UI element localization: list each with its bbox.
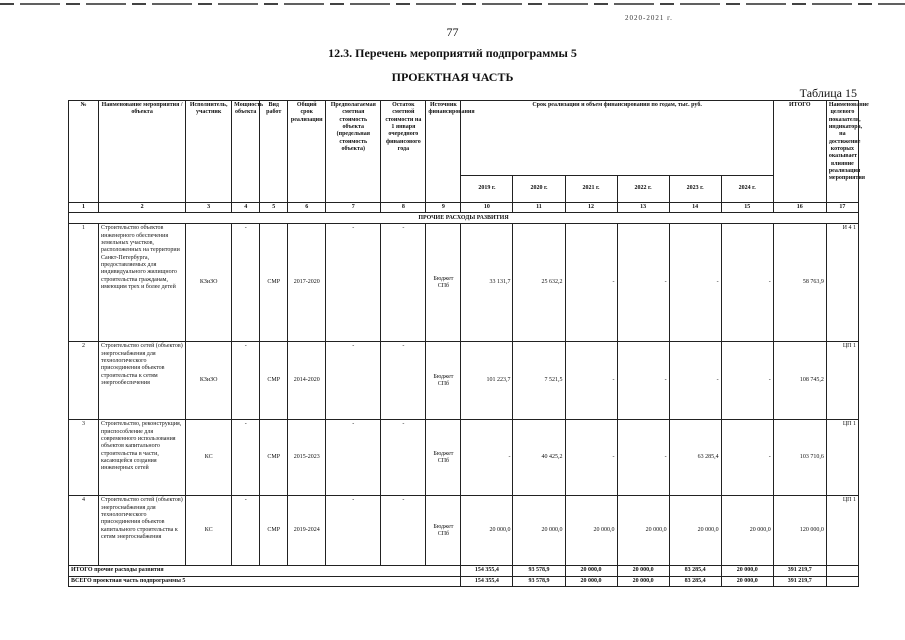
header-estimated-cost: Предполагаемая сметная стоимость объекта (предельная стоимость объекта) xyxy=(326,101,381,203)
cell-y2020: 25 632,2 xyxy=(513,224,565,342)
column-number: 15 xyxy=(721,203,773,213)
totals-y2022: 20 000,0 xyxy=(617,576,669,586)
cell-name: Строительство сетей (объектов) энергоснабжения для технологического присоединения объектов строительства к сетям энергообеспечения xyxy=(99,342,186,420)
cell-period: 2019-2024 xyxy=(288,496,326,566)
column-number: 12 xyxy=(565,203,617,213)
table-row xyxy=(69,496,859,566)
cell-total: 108 745,2 xyxy=(773,342,826,420)
cell-y2021: - xyxy=(565,224,617,342)
cell-y2020: 7 521,5 xyxy=(513,342,565,420)
column-number: 10 xyxy=(461,203,513,213)
cell-total: 120 000,0 xyxy=(773,496,826,566)
cell-y2019: - xyxy=(461,420,513,496)
table-row xyxy=(69,342,859,420)
cell-y2023: 63 285,4 xyxy=(669,420,721,496)
cell-estimated-cost: - xyxy=(326,420,381,496)
cell-remaining-cost: - xyxy=(381,224,426,342)
table-row xyxy=(69,224,859,342)
cell-period: 2017-2020 xyxy=(288,224,326,342)
cell-capacity: - xyxy=(232,420,260,496)
cell-y2024: - xyxy=(721,420,773,496)
totals-y2019: 154 355,4 xyxy=(461,576,513,586)
header-period: Общий срок реализации xyxy=(288,101,326,203)
cell-work-type: СМР xyxy=(260,224,288,342)
column-number: 17 xyxy=(826,203,858,213)
section-title: ПРОЧИЕ РАСХОДЫ РАЗВИТИЯ xyxy=(69,213,859,224)
cell-name: Строительство сетей (объектов) энергоснабжения для технологического присоединения объектов капитального строительства к сетям энергоснабжения xyxy=(99,496,186,566)
cell-source: Бюджет СПб xyxy=(426,420,461,496)
column-number: 6 xyxy=(288,203,326,213)
document-stamp: 2020-2021 г. xyxy=(625,14,673,22)
totals-y2019: 154 355,4 xyxy=(461,566,513,576)
totals-row xyxy=(69,576,859,586)
cell-source: Бюджет СПб xyxy=(426,224,461,342)
totals-label: ВСЕГО проектная часть подпрограммы 5 xyxy=(69,576,461,586)
cell-no: 3 xyxy=(69,420,99,496)
cell-source: Бюджет СПб xyxy=(426,496,461,566)
scan-top-line xyxy=(0,3,905,5)
header-total: ИТОГО xyxy=(773,101,826,203)
year-2023: 2023 г. xyxy=(669,176,721,203)
totals-indicator-empty xyxy=(826,576,858,586)
cell-y2019: 101 223,7 xyxy=(461,342,513,420)
cell-indicator: И 4 1 xyxy=(826,224,858,342)
totals-total: 391 219,7 xyxy=(773,566,826,576)
cell-y2022: - xyxy=(617,420,669,496)
cell-remaining-cost: - xyxy=(381,420,426,496)
column-numbers-row xyxy=(69,203,859,213)
header-executor: Исполнитель, участник xyxy=(186,101,232,203)
cell-y2021: - xyxy=(565,420,617,496)
column-number: 3 xyxy=(186,203,232,213)
subprogram-title: 12.3. Перечень мероприятий подпрограммы 5 xyxy=(328,46,577,60)
cell-executor: КЗиЗО xyxy=(186,342,232,420)
totals-y2023: 83 285,4 xyxy=(669,566,721,576)
cell-executor: КС xyxy=(186,496,232,566)
cell-y2021: - xyxy=(565,342,617,420)
cell-total: 103 710,6 xyxy=(773,420,826,496)
cell-y2019: 20 000,0 xyxy=(461,496,513,566)
cell-indicator: ЦП 1 xyxy=(826,420,858,496)
cell-no: 2 xyxy=(69,342,99,420)
totals-y2021: 20 000,0 xyxy=(565,576,617,586)
header-name: Наименование мероприятия / объекта xyxy=(99,101,186,203)
header-remaining-cost: Остаток сметной стоимости на 1 января очередного финансового года xyxy=(381,101,426,203)
cell-remaining-cost: - xyxy=(381,342,426,420)
totals-row xyxy=(69,566,859,576)
header-indicator: Наименование целевого показателя, индикатора, на достижение которых оказывает влияние реализация мероприятия xyxy=(826,101,858,203)
cell-indicator: ЦП 1 xyxy=(826,496,858,566)
column-number: 5 xyxy=(260,203,288,213)
section-row xyxy=(69,213,859,224)
totals-y2021: 20 000,0 xyxy=(565,566,617,576)
cell-executor: КС xyxy=(186,420,232,496)
table-label: Таблица 15 xyxy=(799,86,857,100)
year-2024: 2024 г. xyxy=(721,176,773,203)
cell-capacity: - xyxy=(232,342,260,420)
cell-no: 1 xyxy=(69,224,99,342)
cell-y2023: - xyxy=(669,224,721,342)
table-row xyxy=(69,420,859,496)
totals-indicator-empty xyxy=(826,566,858,576)
cell-y2022: - xyxy=(617,342,669,420)
cell-y2024: - xyxy=(721,342,773,420)
cell-estimated-cost: - xyxy=(326,496,381,566)
page-number: 77 xyxy=(446,25,459,39)
column-number: 9 xyxy=(426,203,461,213)
year-2020: 2020 г. xyxy=(513,176,565,203)
cell-y2019: 33 131,7 xyxy=(461,224,513,342)
year-2022: 2022 г. xyxy=(617,176,669,203)
cell-capacity: - xyxy=(232,224,260,342)
column-number: 7 xyxy=(326,203,381,213)
measures-table xyxy=(68,100,869,587)
column-number: 1 xyxy=(69,203,99,213)
totals-y2024: 20 000,0 xyxy=(721,566,773,576)
totals-y2022: 20 000,0 xyxy=(617,566,669,576)
cell-name: Строительство объектов инженерного обеспечения земельных участков, расположенных на территории Санкт-Петербурга, предоставляемых для индивидуального жилищного строительства гражданам, имеющим трех и более детей xyxy=(99,224,186,342)
year-2019: 2019 г. xyxy=(461,176,513,203)
cell-y2024: 20 000,0 xyxy=(721,496,773,566)
cell-indicator: ЦП 1 xyxy=(826,342,858,420)
part-title: ПРОЕКТНАЯ ЧАСТЬ xyxy=(391,70,514,84)
column-number: 14 xyxy=(669,203,721,213)
header-source: Источник финансирования xyxy=(426,101,461,203)
cell-name: Строительство, реконструкция, приспособление для современного использования объектов капитального строительства в части, касающейся создания инженерных сетей xyxy=(99,420,186,496)
column-number: 2 xyxy=(99,203,186,213)
cell-y2022: - xyxy=(617,224,669,342)
cell-y2022: 20 000,0 xyxy=(617,496,669,566)
cell-y2020: 40 425,2 xyxy=(513,420,565,496)
cell-y2023: - xyxy=(669,342,721,420)
totals-y2024: 20 000,0 xyxy=(721,576,773,586)
cell-y2021: 20 000,0 xyxy=(565,496,617,566)
totals-total: 391 219,7 xyxy=(773,576,826,586)
cell-work-type: СМР xyxy=(260,496,288,566)
cell-estimated-cost: - xyxy=(326,342,381,420)
cell-total: 58 763,9 xyxy=(773,224,826,342)
totals-y2020: 93 578,9 xyxy=(513,576,565,586)
column-number: 16 xyxy=(773,203,826,213)
cell-executor: КЗиЗО xyxy=(186,224,232,342)
cell-capacity: - xyxy=(232,496,260,566)
cell-no: 4 xyxy=(69,496,99,566)
column-number: 13 xyxy=(617,203,669,213)
cell-y2024: - xyxy=(721,224,773,342)
cell-period: 2015-2023 xyxy=(288,420,326,496)
year-2021: 2021 г. xyxy=(565,176,617,203)
header-work-type: Вид работ xyxy=(260,101,288,203)
header-financing: Срок реализации и объем финансирования по годам, тыс. руб. xyxy=(461,101,773,176)
totals-label: ИТОГО прочие расходы развития xyxy=(69,566,461,576)
totals-y2020: 93 578,9 xyxy=(513,566,565,576)
cell-work-type: СМР xyxy=(260,342,288,420)
cell-remaining-cost: - xyxy=(381,496,426,566)
column-number: 4 xyxy=(232,203,260,213)
cell-estimated-cost: - xyxy=(326,224,381,342)
header-row xyxy=(69,101,859,176)
cell-work-type: СМР xyxy=(260,420,288,496)
totals-y2023: 83 285,4 xyxy=(669,576,721,586)
column-number: 8 xyxy=(381,203,426,213)
cell-y2020: 20 000,0 xyxy=(513,496,565,566)
header-capacity: Мощность объекта xyxy=(232,101,260,203)
cell-source: Бюджет СПб xyxy=(426,342,461,420)
header-no: № xyxy=(69,101,99,203)
column-number: 11 xyxy=(513,203,565,213)
cell-period: 2014-2020 xyxy=(288,342,326,420)
cell-y2023: 20 000,0 xyxy=(669,496,721,566)
